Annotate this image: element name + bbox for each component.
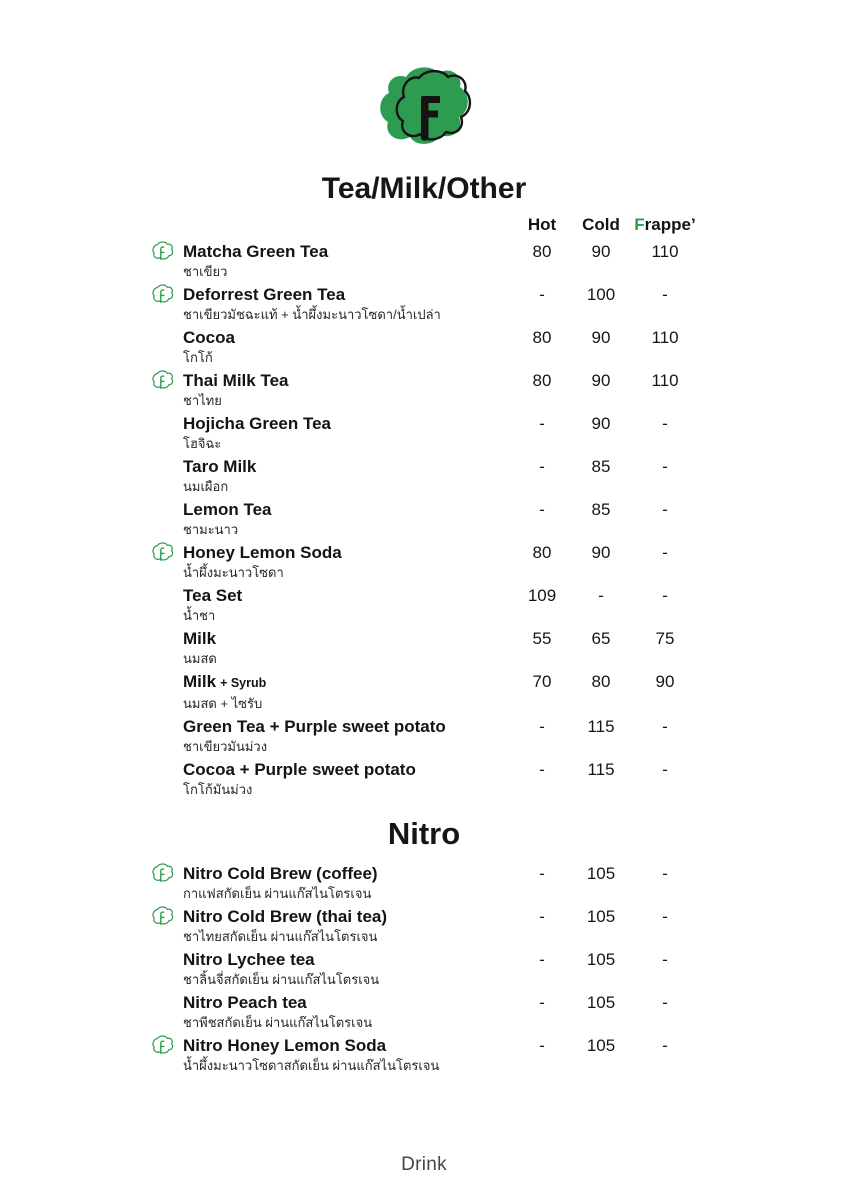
price-hot: - <box>539 285 545 304</box>
tree-f-icon <box>149 861 175 887</box>
section-title: Nitro <box>387 816 461 851</box>
price-hot: 80 <box>532 371 552 390</box>
item-name <box>183 542 513 563</box>
price-cold: 100 <box>586 285 616 304</box>
item-icon-cell <box>149 456 183 496</box>
item-name <box>183 671 513 694</box>
price-cold: 90 <box>591 371 611 390</box>
price-frappe: - <box>662 993 668 1012</box>
item-name <box>183 327 513 348</box>
item-subtitle-thai: น้ำผึ้งมะนาวโซดา <box>183 565 284 580</box>
item-subtitle-thai: ชาไทยสกัดเย็น ผ่านแก๊สไนโตรเจน <box>183 929 378 944</box>
item-icon-cell <box>149 499 183 539</box>
item-icon-cell <box>149 759 183 799</box>
price-cold: 90 <box>591 543 611 562</box>
price-cold: 105 <box>586 993 616 1012</box>
menu-item-row <box>149 456 699 496</box>
price-frappe: - <box>662 586 668 605</box>
menu-item-row <box>149 327 699 367</box>
item-name-cell <box>183 499 513 539</box>
item-name <box>183 413 513 434</box>
menu-item-row <box>149 628 699 668</box>
item-name-text: Matcha Green Tea <box>183 242 329 261</box>
item-name-cell <box>183 628 513 668</box>
column-frappe-rest: rappe’ <box>644 215 696 234</box>
price-hot: - <box>539 717 545 736</box>
price-hot: 80 <box>532 543 552 562</box>
tree-f-icon <box>149 540 175 566</box>
menu-item-row <box>149 370 699 410</box>
item-name-text: Milk <box>183 672 217 691</box>
item-name <box>183 1035 513 1056</box>
price-frappe: - <box>662 1036 668 1055</box>
item-subtitle-thai: ชาเขียว <box>183 264 228 279</box>
item-subtitle-thai: โกโก้ <box>183 350 213 365</box>
item-name <box>183 585 513 606</box>
price-cold: 105 <box>586 950 616 969</box>
item-name-text: Cocoa <box>183 328 235 347</box>
item-name <box>183 284 513 305</box>
item-name-cell <box>183 1035 513 1075</box>
price-cold: 65 <box>591 629 611 648</box>
item-name <box>183 241 513 262</box>
footer-label: Drink <box>401 1154 447 1175</box>
price-hot: - <box>539 907 545 926</box>
item-subtitle-thai: น้ำผึ้งมะนาวโซดาสกัดเย็น ผ่านแก๊สไนโตรเจน <box>183 1058 440 1073</box>
item-icon-cell <box>149 585 183 625</box>
item-name-text: Hojicha Green Tea <box>183 414 332 433</box>
price-frappe: - <box>662 285 668 304</box>
price-frappe: 75 <box>655 629 675 648</box>
item-subtitle-thai: ชาลิ้นจี่สกัดเย็น ผ่านแก๊สไนโตรเจน <box>183 972 380 987</box>
item-name-cell <box>183 542 513 582</box>
item-name-text: Cocoa + Purple sweet potato <box>183 760 416 779</box>
menu-item-row <box>149 1035 699 1075</box>
item-subtitle-thai: นมเผือก <box>183 479 229 494</box>
item-subtitle-thai: ชาไทย <box>183 393 222 408</box>
price-hot: 55 <box>532 629 552 648</box>
item-icon-cell <box>149 906 183 946</box>
item-subtitle-thai: นมสด + ไซรับ <box>183 696 263 711</box>
price-hot: - <box>539 1036 545 1055</box>
tree-f-icon <box>149 239 175 265</box>
item-icon-cell <box>149 284 183 324</box>
item-subtitle-thai: โกโก้มันม่วง <box>183 782 253 797</box>
item-name <box>183 906 513 927</box>
item-icon-cell <box>149 1035 183 1075</box>
tree-f-icon <box>149 904 175 930</box>
item-icon-cell <box>149 370 183 410</box>
menu-content <box>149 158 699 1078</box>
item-icon-cell <box>149 863 183 903</box>
item-name <box>183 863 513 884</box>
item-name-cell <box>183 585 513 625</box>
menu-item-row <box>149 284 699 324</box>
item-name <box>183 949 513 970</box>
price-cold: - <box>598 586 604 605</box>
price-frappe: - <box>662 760 668 779</box>
item-subtitle-thai: ชามะนาว <box>183 522 239 537</box>
item-name-cell <box>183 759 513 799</box>
item-icon-cell <box>149 992 183 1032</box>
menu-item-row <box>149 413 699 453</box>
item-icon-cell <box>149 241 183 281</box>
price-hot: - <box>539 950 545 969</box>
price-frappe: - <box>662 864 668 883</box>
price-cold: 90 <box>591 328 611 347</box>
item-icon-cell <box>149 413 183 453</box>
column-cold: Cold <box>582 215 620 234</box>
item-name-text: Lemon Tea <box>183 500 272 519</box>
item-name-cell <box>183 284 513 324</box>
item-icon-cell <box>149 327 183 367</box>
price-hot: 80 <box>532 328 552 347</box>
price-frappe: 90 <box>655 672 675 691</box>
price-cold: 80 <box>591 672 611 691</box>
tree-f-logo-icon <box>372 62 476 158</box>
price-frappe: - <box>662 500 668 519</box>
item-name-cell <box>183 370 513 410</box>
price-hot: - <box>539 993 545 1012</box>
item-icon-cell <box>149 628 183 668</box>
item-name-text: Nitro Honey Lemon Soda <box>183 1036 387 1055</box>
item-subtitle-thai: ชาเขียวมันม่วง <box>183 739 268 754</box>
item-name-text: Nitro Peach tea <box>183 993 307 1012</box>
item-name <box>183 759 513 780</box>
item-name-cell <box>183 716 513 756</box>
price-hot: - <box>539 414 545 433</box>
price-hot: - <box>539 760 545 779</box>
item-name-cell <box>183 241 513 281</box>
item-name-text: Milk <box>183 629 217 648</box>
price-cold: 85 <box>591 500 611 519</box>
column-hot: Hot <box>527 215 557 234</box>
price-frappe: 110 <box>651 242 679 261</box>
item-name-cell <box>183 992 513 1032</box>
price-cold: 115 <box>587 760 615 779</box>
price-hot: 109 <box>527 586 557 605</box>
item-name-text: Thai Milk Tea <box>183 371 289 390</box>
tree-f-icon <box>149 1033 175 1059</box>
price-frappe: 110 <box>651 371 679 390</box>
price-hot: - <box>539 457 545 476</box>
menu-item-row <box>149 949 699 989</box>
item-name-text: Nitro Lychee tea <box>183 950 315 969</box>
price-cold: 105 <box>586 864 616 883</box>
item-name-text: Nitro Cold Brew (thai tea) <box>183 907 388 926</box>
menu-item-row <box>149 585 699 625</box>
menu-item-row <box>149 241 699 281</box>
item-name-text: Tea Set <box>183 586 243 605</box>
price-hot: - <box>539 864 545 883</box>
menu-item-row <box>149 992 699 1032</box>
item-subtitle-thai: น้ำชา <box>183 608 216 623</box>
item-name-suffix: + Syrub <box>220 676 267 690</box>
price-frappe: - <box>662 457 668 476</box>
item-subtitle-thai: โฮจิฉะ <box>183 436 222 451</box>
tree-f-icon <box>149 368 175 394</box>
item-name <box>183 992 513 1013</box>
price-cold: 105 <box>586 907 616 926</box>
menu-item-row <box>149 542 699 582</box>
item-name <box>183 370 513 391</box>
section-title: Tea/Milk/Other <box>321 172 527 205</box>
item-name-text: Deforrest Green Tea <box>183 285 346 304</box>
brand-logo <box>372 62 476 158</box>
item-name-cell <box>183 863 513 903</box>
column-frappe <box>631 214 699 235</box>
item-name-cell <box>183 456 513 496</box>
item-subtitle-thai: นมสด <box>183 651 217 666</box>
menu-item-row <box>149 499 699 539</box>
item-icon-cell <box>149 716 183 756</box>
item-name-cell <box>183 671 513 713</box>
price-frappe: 110 <box>651 328 679 347</box>
item-name-text: Nitro Cold Brew (coffee) <box>183 864 378 883</box>
tree-f-icon <box>149 282 175 308</box>
item-name <box>183 456 513 477</box>
price-cold: 90 <box>591 242 611 261</box>
item-icon-cell <box>149 542 183 582</box>
item-name-text: Green Tea + Purple sweet potato <box>183 717 446 736</box>
item-name-text: Honey Lemon Soda <box>183 543 342 562</box>
price-frappe: - <box>662 543 668 562</box>
price-cold: 115 <box>587 717 615 736</box>
menu-item-row <box>149 759 699 799</box>
menu-item-row <box>149 671 699 713</box>
price-cold: 85 <box>591 457 611 476</box>
column-frappe-first-letter: F <box>634 215 645 234</box>
price-hot: - <box>539 500 545 519</box>
item-subtitle-thai: กาแฟสกัดเย็น ผ่านแก๊สไนโตรเจน <box>183 886 372 901</box>
item-icon-cell <box>149 671 183 713</box>
menu-item-row <box>149 716 699 756</box>
column-header-spacer <box>149 214 513 235</box>
price-frappe: - <box>662 717 668 736</box>
menu-item-row <box>149 906 699 946</box>
item-name-cell <box>183 327 513 367</box>
price-hot: 80 <box>532 242 552 261</box>
price-frappe: - <box>662 950 668 969</box>
item-icon-cell <box>149 949 183 989</box>
price-hot: 70 <box>532 672 552 691</box>
price-cold: 105 <box>586 1036 616 1055</box>
menu-item-row <box>149 863 699 903</box>
item-name-text: Taro Milk <box>183 457 257 476</box>
item-name-cell <box>183 949 513 989</box>
item-subtitle-thai: ชาเขียวมัชฉะแท้ + น้ำผึ้งมะนาวโซดา/น้ำเปล่า <box>183 307 441 322</box>
price-cold: 90 <box>591 414 611 433</box>
item-subtitle-thai: ชาพีชสกัดเย็น ผ่านแก๊สไนโตรเจน <box>183 1015 373 1030</box>
item-name-cell <box>183 413 513 453</box>
item-name <box>183 716 513 737</box>
price-frappe: - <box>662 414 668 433</box>
item-name <box>183 499 513 520</box>
price-frappe: - <box>662 907 668 926</box>
item-name-cell <box>183 906 513 946</box>
column-header-row <box>149 214 699 235</box>
item-name <box>183 628 513 649</box>
